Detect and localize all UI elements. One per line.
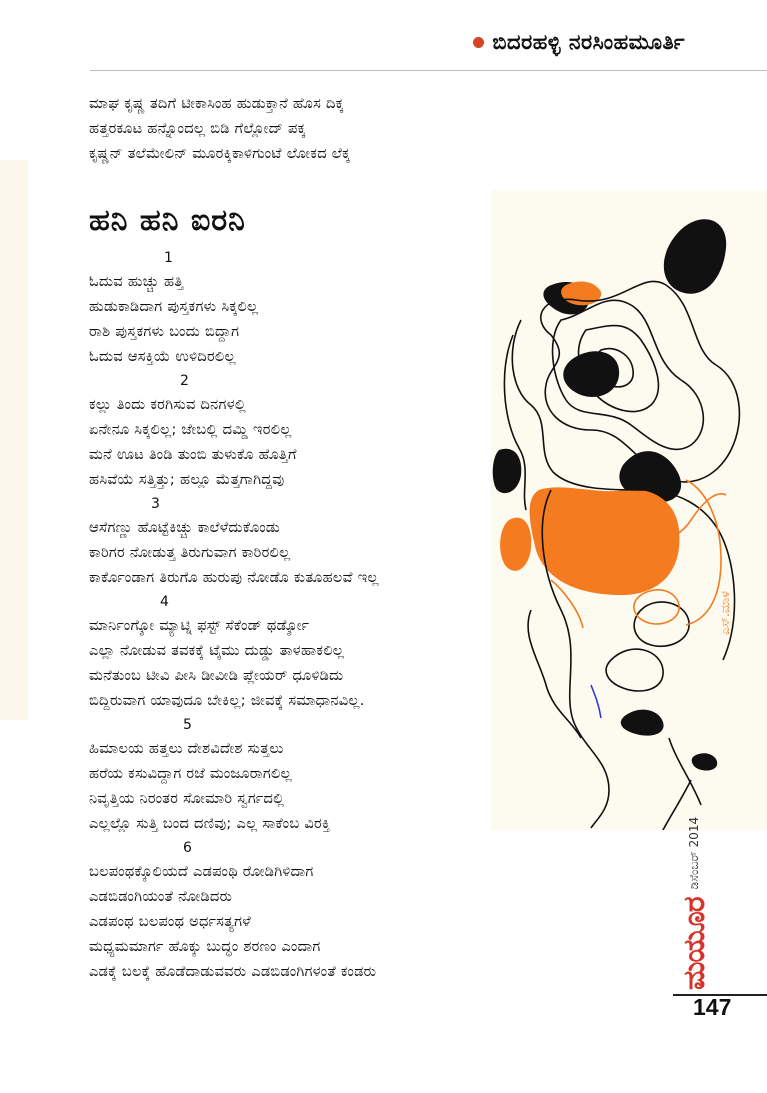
issue-date: ಡಿಸೆಂಬರ್ 2014 [686, 816, 701, 890]
stanza-number: 3 [151, 496, 160, 512]
poem-line: ಎಲ್ಲಾ ನೋಡುವ ತವಕಕ್ಕೆ ಟೈಮು ದುಡ್ಡು ತಾಳಹಾಕಲಿಲ್ಲ [89, 643, 345, 659]
poem-line: ರಾಶಿ ಪುಸ್ತಕಗಳು ಬಂದು ಬಿದ್ದಾಗ [89, 324, 240, 340]
stanza-2 [89, 370, 489, 493]
stanza-number: 1 [164, 250, 173, 266]
stanza-3 [89, 493, 489, 591]
poem-body [89, 247, 489, 985]
stanza-5 [89, 714, 489, 837]
poem-line: ನಿವೃತ್ತಿಯ ನಿರಂತರ ಸೋಮಾರಿ ಸ್ವರ್ಗದಲ್ಲಿ [89, 791, 285, 807]
black-blob [621, 710, 664, 736]
header-rule [90, 70, 767, 71]
margin-band [0, 160, 28, 720]
poem-line: ಎಲ್ಲಲ್ಲೊ ಸುತ್ತಿ ಬಂದ ದಣಿವು; ಎಲ್ಲ ಸಾಕೆಂಬ ವಿರಕ್ತಿ [89, 816, 331, 832]
author-name: ಬಿದರಹಳ್ಳಿ ನರಸಿಂಹಮೂರ್ತಿ [492, 30, 685, 54]
poem-line: ಬಲಪಂಥಕ್ಕೊಲಿಯದೆ ಎಡಪಂಥಿ ರೋಡಿಗಿಳಿದಾಗ [89, 864, 314, 880]
stanza-1 [89, 247, 489, 370]
poem-line: ಎಡಕ್ಕೆ ಬಲಕ್ಕೆ ಹೊಡೆದಾಡುವವರು ಎಡಬಿಡಂಗಿಗಳಂತೆ ಕಂಡರು [89, 964, 377, 980]
black-blob [493, 449, 522, 493]
intro-line: ಕೃಷ್ಣನ್ ತಲೆಮೇಲಿನ್ ಮೂರಕ್ಕಿಕಾಳಿಗುಂಟೆ ಲೋಕದ ಲೆಕ್ಕ [89, 146, 351, 162]
poem-line: ಕಾರ್ಕೊಂಡಾಗ ತಿರುಗೊ ಹುರುಪು ನೋಡೊ ಕುತೂಹಲವೆ ಇಲ್ಲ [89, 570, 379, 586]
intro-verse [89, 92, 509, 167]
black-blob [692, 753, 717, 770]
stanza-4 [89, 591, 489, 714]
poem-line: ಏನೇನೂ ಸಿಕ್ಕಲಿಲ್ಲ; ಜೇಬಲ್ಲಿ ದಮ್ಡಿ ಇರಲಿಲ್ಲ [89, 422, 292, 438]
intro-line: ಹತ್ತರಕೂಟ ಹನ್ನೊಂದಲ್ಲ ಬಿಡಿ ಗೆಲ್ಲೋದ್ ಪಕ್ಕ [89, 121, 306, 137]
artist-signature: ಎಸ್.ಮಾಳ [718, 591, 732, 635]
black-blob [664, 219, 726, 294]
bullet-icon [473, 37, 484, 48]
poem-line: ಹಸಿವೆಯೆ ಸತ್ತಿತ್ತು; ಹಲ್ಲೂ ಮೆತ್ತಗಾಗಿದ್ದವು [89, 472, 285, 488]
poem-line: ಓದುವ ಆಸಕ್ತಿಯೆ ಉಳಿದಿರಲಿಲ್ಲ [89, 349, 236, 365]
intro-line: ಮಾಘ ಕೃಷ್ಣ ತದಿಗೆ ಟೀಕಾಸಿಂಹ ಹುಡುಕ್ತಾನೆ ಹೊಸ ದಿಕ್ಕ [89, 96, 344, 112]
poem-line: ಆಸೆಗಣ್ಣು ಹೊಟ್ಟೆಕಿಚ್ಚು ಕಾಲೆಳೆದುಕೊಂಡು [89, 520, 281, 536]
poem-line: ಕಾರಿಗರ ನೋಡುತ್ತ ತಿರುಗುವಾಗ ಕಾರಿರಲಿಲ್ಲ [89, 545, 291, 561]
magazine-sidebar [677, 770, 711, 990]
stanza-number: 2 [180, 373, 189, 389]
stanza-number: 6 [183, 840, 192, 856]
poem-line: ಹಿಮಾಲಯ ಹತ್ತಲು ದೇಶವಿದೇಶ ಸುತ್ತಲು [89, 741, 284, 757]
stanza-number: 5 [183, 717, 192, 733]
poem-line: ಹುಡುಕಾಡಿದಾಗ ಪುಸ್ತಕಗಳು ಸಿಕ್ಕಲಿಲ್ಲ [89, 299, 259, 315]
page-number: 147 [693, 994, 732, 1020]
page-header [0, 0, 767, 72]
poem-title: ಹನಿ ಹನಿ ಐರನಿ [89, 203, 246, 238]
magazine-name: ಮಯೂರ [676, 897, 712, 990]
author-heading [473, 30, 685, 55]
poem-line: ಬಿದ್ದಿರುವಾಗ ಯಾವುದೂ ಬೇಕಿಲ್ಲ; ಜೀವಕ್ಕೆ ಸಮಾಧಾನವಿಲ್ಲ. [89, 693, 365, 709]
poem-line: ಮಾರ್ನಿಂಗ್ಶೋ ಮ್ಯಾಟ್ನಿ ಫಸ್ಟ್ ಸೆಕೆಂಡ್ ಥರ್ಡ್ಶೋ [89, 618, 310, 634]
abstract-illustration [491, 190, 767, 830]
poem-line: ಎಡಪಂಥ ಬಲಪಂಥ ಅರ್ಧಸತ್ಯಗಳೆ [89, 914, 252, 930]
poem-line: ಹರೆಯ ಕಸುವಿದ್ದಾಗ ರಜೆ ಮಂಜೂರಾಗಲಿಲ್ಲ [89, 766, 292, 782]
poem-line: ಎಡಬಿಡಂಗಿಯಂತೆ ನೋಡಿದರು [89, 889, 233, 905]
poem-line: ಮಧ್ಯಮಮಾರ್ಗ ಹೊಕ್ಕು ಬುದ್ಧಂ ಶರಣಂ ಎಂದಾಗ [89, 939, 321, 955]
poem-line: ಕಲ್ಲು ತಿಂದು ಕರಗಿಸುವ ದಿನಗಳಲ್ಲಿ [89, 397, 247, 413]
blue-stroke [591, 685, 601, 718]
stanza-number: 4 [160, 594, 169, 610]
poem-line: ಮನೆತುಂಬ ಟೀವಿ ಪೀಸಿ ಡೀವೀಡಿ ಪ್ಲೇಯರ್ ಧೂಳಿಡಿದು [89, 668, 344, 684]
poem-line: ಓದುವ ಹುಚ್ಚು ಹತ್ತಿ [89, 274, 184, 290]
stanza-6 [89, 837, 489, 985]
illustration-svg [491, 190, 767, 830]
poem-line: ಮನೆ ಊಟ ತಿಂಡಿ ತುಂಬಿ ತುಳುಕೊ ಹೊತ್ತಿಗೆ [89, 447, 297, 463]
orange-blob [500, 518, 531, 571]
